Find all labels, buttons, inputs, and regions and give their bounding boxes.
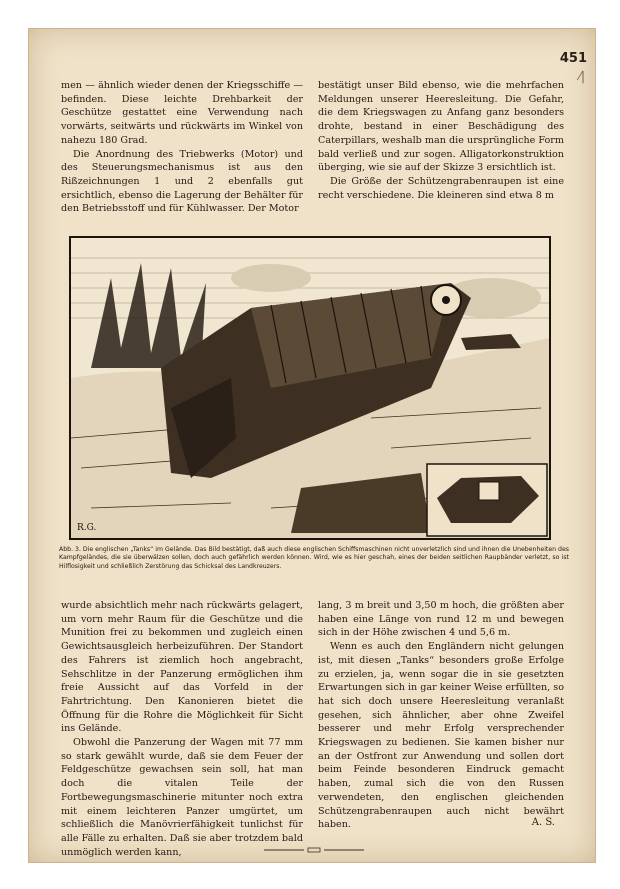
page-number: 451 <box>559 51 587 66</box>
paragraph: men — ähnlich wieder denen der Kriegsschiffe — befinden. Diese leichte Drehbarkeit der Geschütze gestattet eine Verwendung nach vorwärts, seitwärts und rückwärts im Winkel von nahezu 180 Grad. <box>61 80 303 146</box>
tank-illustration <box>69 236 551 540</box>
text-column-left-bottom <box>61 599 303 859</box>
tank-drawing <box>71 238 549 538</box>
footer-ornament <box>264 847 364 853</box>
paragraph: lang, 3 m breit und 3,50 m hoch, die größten aber haben eine Länge von rund 12 m und bewegen sich in der Höhe zwischen 4 und 5,6 m. <box>318 600 564 639</box>
author-initials: A. S. <box>531 817 555 828</box>
paragraph: wurde absichtlich mehr nach rückwärts gelagert, um vorn mehr Raum für die Geschütze und die Munition frei zu bekommen und zugleich einen Gewichtsausgleich herbeizuführen. Der Standort des Fahrers ist ziemlich hoch angebracht, Sehschlitze in der Panzerung ermöglichen ihm freie Aussicht auf das Vorfeld in der Fahrtrichtung. Den Kanonieren bietet die Öffnung für die Rohre die Möglichkeit für Sicht ins Gelände. <box>61 600 303 735</box>
paragraph: Obwohl die Panzerung der Wagen mit 77 mm so stark gewählt wurde, daß sie dem Feuer der Feldgeschütze gewachsen sein soll, hat man doch die vitalen Teile der Fortbewegungsmaschinerie mitunter noch extra mit einem leichteren Panzer umgürtet, um schließlich die Manövrierfähigkeit tunlichst für alle Fälle zu erhalten. Daß sie aber trotzdem bald unmöglich werden kann, <box>61 737 303 858</box>
paragraph: Wenn es auch den Engländern nicht gelungen ist, mit diesen „Tanks“ besonders große Erfolge zu erzielen, ja, wenn sogar die in sie gesetzten Erwartungen sich in gar keiner Weise erfüllten, so hat sich doch unsere Heeresleitung veranlaßt gesehen, sich ähnlicher, aber ohne Zweifel besserer und mehr Erfolg versprechender Kriegswagen zu bedienen. Sie kamen bisher nur an der Ostfront zur Anwendung und sollen dort beim Feinde besonderen Eindruck gemacht haben, zumal sich die von den Russen verwendeten, den englischen gleichenden Schützengrabenraupen auch nicht bewährt haben. <box>318 641 564 831</box>
text-column-right-top <box>318 79 564 202</box>
paragraph: Die Größe der Schützengrabenraupen ist eine recht verschiedene. Die kleineren sind etwa 8 m <box>318 175 564 201</box>
paragraph: Die Anordnung des Triebwerks (Motor) und des Steuerungsmechanismus ist aus den Rißzeichnungen 1 und 2 ebenfalls gut ersichtlich, ebenso die Lagerung der Behälter für den Betriebsstoff und für Kühlwasser. Der Motor <box>61 148 303 215</box>
book-page <box>28 28 596 863</box>
artist-signature: R.G. <box>77 523 97 533</box>
figure-caption: Abb. 3. Die englischen „Tanks“ im Gelände. Das Bild bestätigt, daß auch diese englischen Schiffsmaschinen nicht unverletzlich sind und ihnen die Unebenheiten des Kampfgeländes, die sie überwälzen sollen, doch auch gefährlich werden können. Wird, wie es hier geschah, eines der beiden seitlichen Raupbänder verletzt, so ist Hilflosigkeit und schließlich Zerstörung das Schicksal des Landkreuzers. <box>59 546 569 570</box>
paragraph: bestätigt unser Bild ebenso, wie die mehrfachen Meldungen unserer Heeresleitung. Die Gefahr, die dem Kriegswagen zu Anfang ganz besonders drohte, bestand in einer Beschädigung des Caterpillars, weshalb man die ursprüngliche Form bald verließ und zur sogen. Alligatorkonstruktion überging, wie sie auf der Skizze 3 ersichtlich ist. <box>318 80 564 174</box>
text-column-right-bottom <box>318 599 564 832</box>
margin-pencil-mark: ⁄| <box>578 69 585 83</box>
text-column-left-top <box>61 79 303 216</box>
